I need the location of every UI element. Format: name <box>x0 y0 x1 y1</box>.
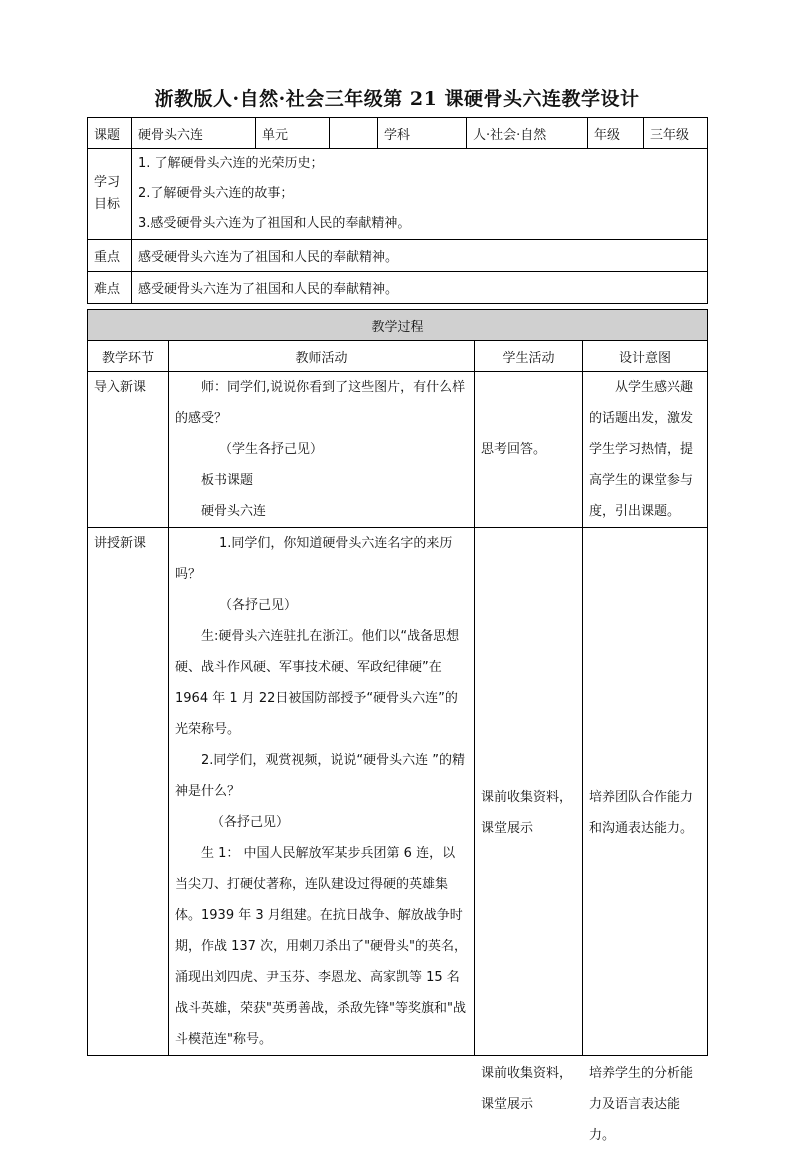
student-activity-intro: 思考回答。 <box>475 372 583 528</box>
header-stage: 教学环节 <box>88 341 169 372</box>
difficulty-label: 难点 <box>88 272 132 304</box>
unit-value <box>330 118 378 149</box>
design-intent-new-2: 培养学生的分析能力及语言表达能力。 <box>589 1066 694 1143</box>
design-intent-intro: 从学生感兴趣的话题出发，激发学生学习热情，提高学生的课堂参与度，引出课题。 <box>583 372 708 528</box>
student-activity-new <box>475 528 583 1112</box>
design-intent-new <box>583 528 708 1143</box>
info-row-difficulty <box>88 272 708 304</box>
process-banner: 教学过程 <box>88 310 708 341</box>
stage-new: 讲授新课 <box>88 528 169 1056</box>
process-row-new <box>88 528 708 1056</box>
header-intent: 设计意图 <box>583 341 708 372</box>
stage-intro: 导入新课 <box>88 372 169 528</box>
grade-label: 年级 <box>588 118 644 149</box>
goal-item: 2.了解硬骨头六连的故事； <box>138 186 294 201</box>
process-header-row <box>88 341 708 372</box>
student-activity-new-2: 课前收集资料，课堂展示 <box>481 1066 573 1112</box>
subject-value: 人·社会·自然 <box>467 118 588 149</box>
subject-label: 学科 <box>378 118 467 149</box>
teacher-activity-new: 1.同学们，你知道硬骨头六连名字的来历吗？ （各抒己见） 生:硬骨头六连驻扎在浙江。他们以“战备思想硬、战斗作风硬、军事技术硬、军政纪律硬”在 1964 年 1 月 22日被国防部授予“硬骨头六连”的光荣称号。 2.同学们，观赏视频，说说“硬骨头六连 ”的精神是什么？ （各抒己见） 生 1： 中国人民解放军某步兵团第 6 连，以当尖刀、打硬仗著称，连队建设过得硬的英雄集体。1939 年 3 月组建。在抗日战争、解放战争时期，作战 137 次，用刺刀杀出了"硬骨头"的英名，涌现出刘四虎、尹玉芬、李恩龙、高家凯等 15 名战斗英雄，荣获"英勇善战，杀敌先锋"等奖旗和"战斗模范连"称号。 <box>169 528 475 1056</box>
header-teacher: 教师活动 <box>169 341 475 372</box>
process-row-intro <box>88 372 708 528</box>
goal-item: 3.感受硬骨头六连为了祖国和人民的奉献精神。 <box>138 216 411 231</box>
header-student: 学生活动 <box>475 341 583 372</box>
goals-list <box>132 149 708 240</box>
info-row-topic <box>88 118 708 149</box>
grade-value: 三年级 <box>644 118 708 149</box>
teaching-process-table <box>87 309 708 1143</box>
process-banner-row <box>88 310 708 341</box>
info-row-key <box>88 240 708 272</box>
goal-item: 1. 了解硬骨头六连的光荣历史； <box>138 156 324 171</box>
teacher-activity-intro: 师：同学们,说说你看到了这些图片，有什么样的感受？ （学生各抒己见） 板书课题 硬骨头六连 <box>169 372 475 528</box>
info-row-goals <box>88 149 708 240</box>
design-intent-new-1: 培养团队合作能力和沟通表达能力。 <box>589 790 694 836</box>
goals-label: 学习 目标 <box>88 149 132 240</box>
topic-label: 课题 <box>88 118 132 149</box>
topic-value: 硬骨头六连 <box>132 118 256 149</box>
key-value: 感受硬骨头六连为了祖国和人民的奉献精神。 <box>132 240 708 272</box>
student-activity-new-1: 课前收集资料，课堂展示 <box>481 790 573 836</box>
lesson-info-table <box>87 117 708 304</box>
difficulty-value: 感受硬骨头六连为了祖国和人民的奉献精神。 <box>132 272 708 304</box>
document-title: 浙教版人·自然·社会三年级第 21 课硬骨头六连教学设计 <box>154 88 640 110</box>
unit-label: 单元 <box>256 118 330 149</box>
key-label: 重点 <box>88 240 132 272</box>
